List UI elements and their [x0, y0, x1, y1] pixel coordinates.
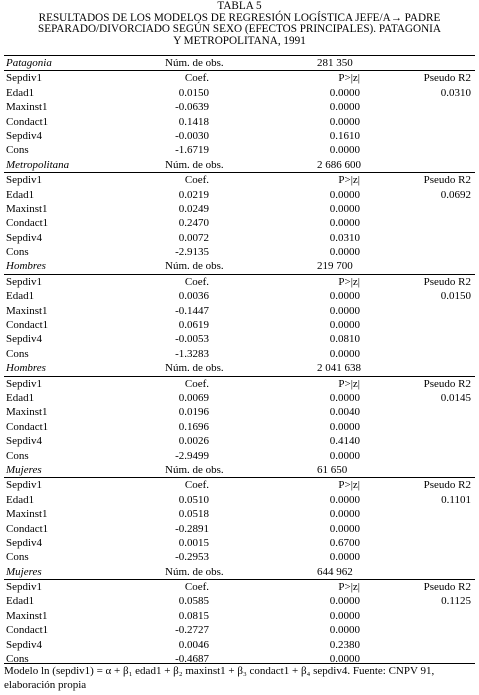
column-header-row — [4, 377, 475, 391]
pseudo-r2-header: Pseudo R2 — [423, 581, 471, 594]
table-row — [4, 231, 475, 245]
table-row — [4, 434, 475, 448]
p-value: 0.0000 — [329, 144, 360, 157]
coef-value: -0.0030 — [175, 129, 209, 142]
table-row — [4, 391, 475, 405]
table-number: TABLA 5 — [217, 0, 262, 12]
table-row — [4, 318, 475, 332]
coef-header: Coef. — [184, 275, 209, 288]
variable-name: Sepdiv4 — [6, 231, 43, 244]
variable-name: Condact1 — [6, 522, 49, 535]
table-row — [4, 129, 475, 143]
table-section — [4, 158, 475, 260]
dependent-variable: Sepdiv1 — [6, 479, 43, 492]
pseudo-r2-header: Pseudo R2 — [423, 479, 471, 492]
coef-value: 0.0219 — [178, 188, 209, 201]
table-row — [4, 594, 475, 608]
coef-value: 0.0036 — [178, 290, 209, 303]
group-name: Mujeres — [6, 463, 42, 476]
p-header: P>|z| — [338, 581, 360, 594]
obs-label: Núm. de obs. — [165, 565, 224, 578]
table-row — [4, 115, 475, 129]
pseudo-r2-header: Pseudo R2 — [423, 275, 471, 288]
coef-value: 0.0015 — [178, 536, 209, 549]
p-value: 0.1610 — [329, 129, 360, 142]
group-name: Hombres — [6, 260, 46, 273]
pseudo-r2-header: Pseudo R2 — [423, 174, 471, 187]
p-value: 0.0000 — [329, 202, 360, 215]
variable-name: Cons — [6, 246, 29, 259]
coef-header: Coef. — [184, 72, 209, 85]
p-value: 0.0000 — [329, 420, 360, 433]
coef-value: 0.0196 — [178, 406, 209, 419]
p-value: 0.0000 — [329, 246, 360, 259]
section-header-row — [4, 158, 475, 172]
table-row — [4, 449, 475, 463]
p-value: 0.0310 — [329, 231, 360, 244]
variable-name: Maxinst1 — [6, 609, 48, 622]
variable-name: Sepdiv4 — [6, 536, 43, 549]
p-value: 0.0040 — [329, 406, 360, 419]
variable-name: Cons — [6, 551, 29, 564]
coef-value: 0.0249 — [178, 202, 209, 215]
variable-name: Condact1 — [6, 319, 49, 332]
coef-header: Coef. — [184, 479, 209, 492]
dependent-variable: Sepdiv1 — [6, 174, 43, 187]
variable-name: Edad1 — [6, 493, 35, 506]
variable-name: Maxinst1 — [6, 508, 48, 521]
table-section — [4, 56, 475, 158]
obs-value: 219 700 — [317, 260, 353, 273]
obs-label: Núm. de obs. — [165, 463, 224, 476]
table-title-line: Y METROPOLITANA, 1991 — [173, 34, 306, 47]
p-value: 0.0000 — [329, 493, 360, 506]
table-title-line: RESULTADOS DE LOS MODELOS DE REGRESIÓN LOGÍSTICA JEFE/A→ PADRE — [38, 11, 441, 24]
variable-name: Sepdiv4 — [6, 333, 43, 346]
p-value: 0.0000 — [329, 508, 360, 521]
coef-value: 0.0815 — [178, 609, 209, 622]
variable-name: Condact1 — [6, 217, 49, 230]
p-value: 0.0000 — [329, 624, 360, 637]
coef-header: Coef. — [184, 174, 209, 187]
table-row — [4, 536, 475, 550]
pseudo-r2-value: 0.1125 — [441, 595, 471, 608]
group-name: Patagonia — [6, 57, 52, 69]
coef-value: 0.0585 — [178, 595, 209, 608]
coef-value: 0.0150 — [178, 86, 209, 99]
p-header: P>|z| — [338, 275, 360, 288]
variable-name: Condact1 — [6, 420, 49, 433]
table-row — [4, 289, 475, 303]
variable-name: Maxinst1 — [6, 304, 48, 317]
table-row — [4, 188, 475, 202]
coef-value: 0.0518 — [178, 508, 209, 521]
obs-label: Núm. de obs. — [165, 57, 224, 69]
p-value: 0.0000 — [329, 290, 360, 303]
obs-label: Núm. de obs. — [165, 158, 224, 171]
table-row — [4, 347, 475, 361]
variable-name: Edad1 — [6, 188, 35, 201]
table-row — [4, 522, 475, 536]
pseudo-r2-value: 0.0692 — [440, 188, 471, 201]
footnote — [4, 664, 475, 692]
coef-value: 0.0619 — [178, 319, 209, 332]
column-header-row — [4, 71, 475, 85]
table-row — [4, 609, 475, 623]
dependent-variable: Sepdiv1 — [6, 72, 43, 85]
obs-value: 281 350 — [317, 57, 353, 69]
coef-value: 0.0046 — [178, 638, 209, 651]
table-section — [4, 463, 475, 565]
variable-name: Maxinst1 — [6, 406, 48, 419]
p-value: 0.2380 — [329, 638, 360, 651]
p-value: 0.0000 — [329, 188, 360, 201]
obs-label: Núm. de obs. — [165, 362, 224, 375]
table-row — [4, 638, 475, 652]
obs-label: Núm. de obs. — [165, 260, 224, 273]
obs-value: 2 686 600 — [317, 158, 361, 171]
obs-value: 644 962 — [317, 565, 353, 578]
coef-value: 0.1418 — [178, 115, 209, 128]
coef-value: -0.2953 — [175, 551, 209, 564]
table-row — [4, 216, 475, 230]
table-row — [4, 493, 475, 507]
p-header: P>|z| — [338, 479, 360, 492]
p-value: 0.0000 — [329, 551, 360, 564]
p-value: 0.6700 — [329, 536, 360, 549]
variable-name: Sepdiv4 — [6, 435, 43, 448]
table-title — [0, 0, 479, 54]
table-row — [4, 405, 475, 419]
variable-name: Condact1 — [6, 624, 49, 637]
coef-value: 0.0026 — [178, 435, 209, 448]
p-value: 0.4140 — [329, 435, 360, 448]
coef-value: 0.0510 — [178, 493, 209, 506]
table-row — [4, 143, 475, 157]
pseudo-r2-header: Pseudo R2 — [423, 72, 471, 85]
table-row — [4, 332, 475, 346]
variable-name: Maxinst1 — [6, 202, 48, 215]
dependent-variable: Sepdiv1 — [6, 581, 43, 594]
pseudo-r2-header: Pseudo R2 — [423, 377, 471, 390]
p-value: 0.0000 — [329, 319, 360, 332]
variable-name: Condact1 — [6, 115, 49, 128]
p-value: 0.0000 — [329, 101, 360, 114]
section-header-row — [4, 259, 475, 273]
coef-value: -1.6719 — [175, 144, 209, 157]
coef-value: 0.0072 — [178, 231, 209, 244]
variable-name: Sepdiv4 — [6, 129, 43, 142]
coef-value: 0.2470 — [178, 217, 209, 230]
column-header-row — [4, 580, 475, 594]
variable-name: Edad1 — [6, 391, 35, 404]
table-row — [4, 304, 475, 318]
coef-value: 0.0069 — [178, 391, 209, 404]
coef-header: Coef. — [184, 581, 209, 594]
group-name: Mujeres — [6, 565, 42, 578]
p-value: 0.0000 — [329, 86, 360, 99]
obs-value: 61 650 — [317, 463, 348, 476]
p-value: 0.0000 — [329, 609, 360, 622]
variable-name: Edad1 — [6, 290, 35, 303]
footnote-line: elaboración propia — [4, 679, 87, 691]
p-header: P>|z| — [338, 174, 360, 187]
pseudo-r2-value: 0.1101 — [441, 493, 471, 506]
column-header-row — [4, 275, 475, 289]
coef-value: -0.1447 — [175, 304, 209, 317]
coef-value: -0.0639 — [175, 101, 209, 114]
variable-name: Maxinst1 — [6, 101, 48, 114]
coef-value: -0.4687 — [175, 653, 209, 666]
p-value: 0.0000 — [329, 391, 360, 404]
variable-name: Sepdiv4 — [6, 638, 43, 651]
p-value: 0.0000 — [329, 347, 360, 360]
p-value: 0.0000 — [329, 217, 360, 230]
section-header-row — [4, 56, 475, 70]
regression-table — [4, 56, 475, 666]
coef-value: -0.0053 — [175, 333, 209, 346]
pseudo-r2-value: 0.0150 — [440, 290, 471, 303]
table-row — [4, 202, 475, 216]
variable-name: Cons — [6, 347, 29, 360]
table-title-line: SEPARADO/DIVORCIADO SEGÚN SEXO (EFECTOS PRINCIPALES). PATAGONIA — [38, 23, 441, 35]
p-value: 0.0000 — [329, 653, 360, 666]
variable-name: Edad1 — [6, 86, 35, 99]
pseudo-r2-value: 0.0310 — [440, 86, 471, 99]
group-name: Metropolitana — [6, 158, 70, 171]
p-value: 0.0000 — [329, 522, 360, 535]
dependent-variable: Sepdiv1 — [6, 377, 43, 390]
p-header: P>|z| — [338, 72, 360, 85]
table-section — [4, 361, 475, 463]
table-row — [4, 420, 475, 434]
table-row — [4, 507, 475, 521]
table-row — [4, 550, 475, 564]
table-section — [4, 259, 475, 361]
coef-value: -1.3283 — [175, 347, 209, 360]
section-header-row — [4, 463, 475, 477]
table-row — [4, 86, 475, 100]
p-value: 0.0000 — [329, 115, 360, 128]
variable-name: Cons — [6, 144, 29, 157]
section-header-row — [4, 565, 475, 579]
p-value: 0.0000 — [329, 595, 360, 608]
variable-name: Edad1 — [6, 595, 35, 608]
p-header: P>|z| — [338, 377, 360, 390]
coef-header: Coef. — [184, 377, 209, 390]
table-row — [4, 623, 475, 637]
section-header-row — [4, 361, 475, 375]
coef-value: -2.9499 — [175, 449, 209, 462]
table-row — [4, 100, 475, 114]
coef-value: 0.1696 — [178, 420, 209, 433]
footnote-line: Modelo ln (sepdiv1) = α + β₁ edad1 + β₂ maxinst1 + β₃ condact1 + β₄ sepdiv4. Fuente: CNPV 91, — [4, 665, 435, 677]
dependent-variable: Sepdiv1 — [6, 275, 43, 288]
column-header-row — [4, 173, 475, 187]
variable-name: Cons — [6, 449, 29, 462]
variable-name: Cons — [6, 653, 29, 666]
column-header-row — [4, 478, 475, 492]
coef-value: -2.9135 — [175, 246, 209, 259]
group-name: Hombres — [6, 362, 46, 375]
pseudo-r2-value: 0.0145 — [440, 391, 471, 404]
coef-value: -0.2891 — [175, 522, 209, 535]
table-row — [4, 245, 475, 259]
p-value: 0.0000 — [329, 304, 360, 317]
p-value: 0.0000 — [329, 449, 360, 462]
p-value: 0.0810 — [329, 333, 360, 346]
coef-value: -0.2727 — [175, 624, 209, 637]
obs-value: 2 041 638 — [317, 362, 361, 375]
table-section — [4, 565, 475, 667]
